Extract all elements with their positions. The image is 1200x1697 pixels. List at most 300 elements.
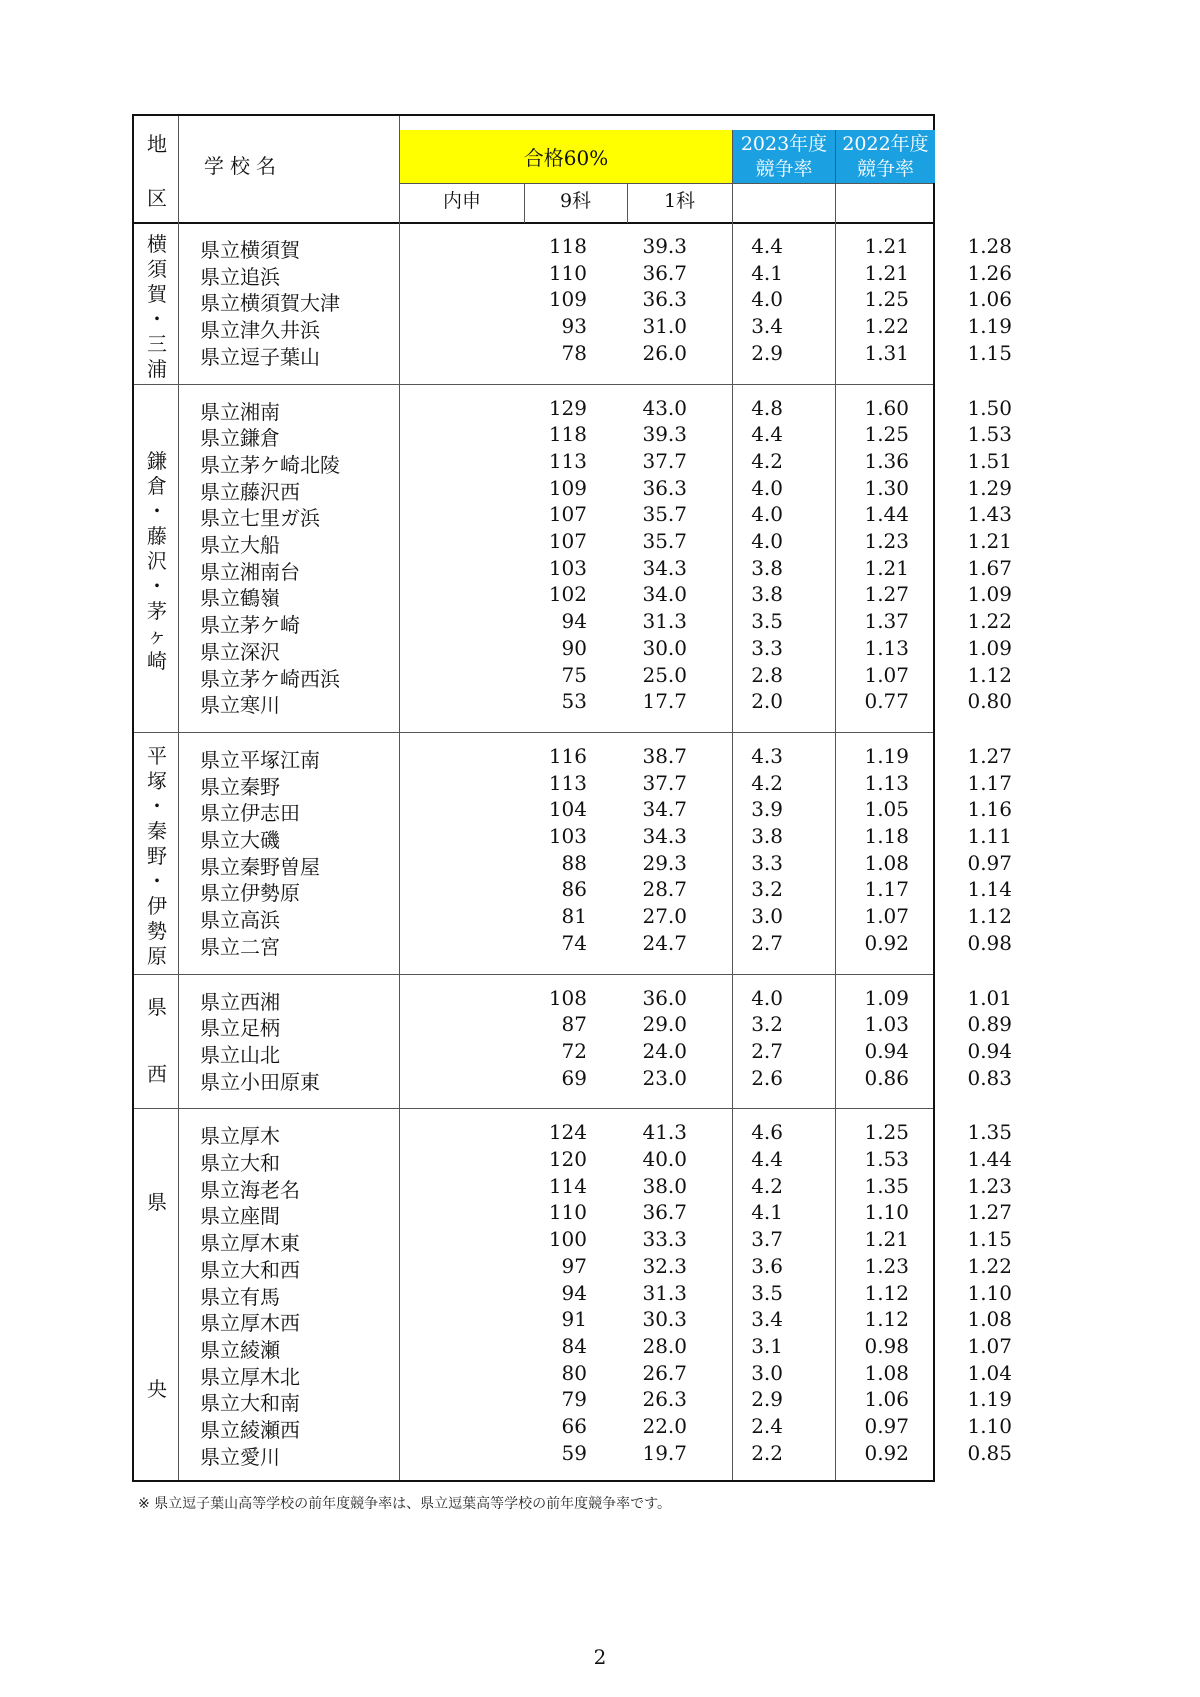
school-name-cell: 県立茅ケ崎西浜: [200, 666, 340, 691]
table-row: [180, 448, 1012, 477]
1ka-cell: 2.2: [751, 1440, 783, 1465]
1ka-cell: 4.0: [751, 529, 783, 553]
rate-2022-cell: 1.10: [967, 1414, 1012, 1438]
school-name-cell: 県立秦野曽屋: [200, 854, 320, 879]
table-row: [180, 689, 1012, 718]
9ka-cell: 29.3: [642, 850, 687, 875]
school-name-cell: 県立横須賀大津: [200, 291, 340, 316]
district-char: ・: [147, 499, 167, 524]
rate-2023-cell: 1.09: [864, 985, 909, 1010]
9ka-cell: 36.7: [642, 1200, 687, 1225]
school-name-cell: 県立厚木東: [200, 1231, 300, 1256]
9ka-cell: 26.7: [642, 1360, 687, 1385]
9ka-cell: 28.7: [642, 877, 687, 902]
col-naishin-header: 内申: [442, 190, 481, 212]
naishin-cell: 93: [561, 314, 587, 339]
table-row: [180, 1012, 1012, 1041]
divider-naishin: [524, 183, 525, 223]
rate-2023-cell: 1.21: [864, 234, 909, 258]
school-name-cell: 県立小田原東: [200, 1069, 320, 1094]
naishin-cell: 79: [561, 1387, 587, 1412]
rate-2022-cell: 1.19: [967, 1387, 1012, 1412]
naishin-cell: 103: [548, 555, 587, 580]
1ka-cell: 4.6: [751, 1120, 783, 1145]
district-char: 三: [147, 331, 167, 356]
pass-rate-band: [400, 130, 732, 183]
1ka-cell: 4.0: [751, 287, 783, 312]
rate-2023-cell: 1.22: [864, 314, 909, 339]
naishin-cell: 107: [548, 502, 587, 527]
1ka-cell: 4.8: [751, 395, 783, 420]
table-row: [180, 287, 1012, 316]
1ka-cell: 3.5: [751, 1280, 783, 1305]
district-char: 塚: [147, 769, 167, 794]
rate-2023-cell: 1.60: [864, 395, 909, 420]
rate-2022-cell: 1.12: [967, 662, 1012, 687]
rate-2023-cell: 0.77: [864, 689, 909, 714]
1ka-cell: 2.9: [751, 340, 783, 365]
naishin-cell: 97: [561, 1253, 587, 1278]
table-row: [180, 1253, 1012, 1282]
1ka-cell: 3.7: [751, 1227, 783, 1252]
1ka-cell: 3.0: [751, 1360, 783, 1385]
rate-2023-cell: 1.18: [864, 824, 909, 848]
rate-2023-cell: 1.10: [864, 1200, 909, 1225]
9ka-cell: 22.0: [642, 1414, 687, 1438]
naishin-cell: 108: [548, 985, 587, 1010]
district-char: 崎: [147, 649, 167, 674]
rate-2023-cell: 1.27: [864, 582, 909, 607]
rate-2022-cell: 1.08: [967, 1307, 1012, 1332]
school-name-cell: 県立大和: [200, 1151, 280, 1175]
rate-2023-cell: 1.12: [864, 1307, 909, 1332]
naishin-cell: 66: [561, 1414, 587, 1438]
header-subline: [400, 183, 933, 184]
naishin-cell: 110: [548, 260, 587, 285]
district-char: 秦: [147, 819, 167, 844]
rate-2023-cell: 0.97: [864, 1414, 909, 1438]
1ka-cell: 4.0: [751, 985, 783, 1010]
1ka-cell: 3.2: [751, 877, 783, 902]
naishin-cell: 81: [561, 904, 587, 929]
table-row: [180, 1227, 1012, 1256]
9ka-cell: 32.3: [642, 1253, 687, 1278]
table-row: [180, 234, 1012, 262]
col-1ka-header: 1科: [663, 190, 696, 212]
9ka-cell: 17.7: [642, 689, 687, 714]
naishin-cell: 69: [561, 1065, 587, 1090]
table-row: [180, 395, 1012, 424]
rate-2023-year: 2023年度: [740, 132, 828, 155]
table-row: [180, 985, 1012, 1014]
rate-2022-cell: 0.94: [967, 1038, 1012, 1063]
1ka-cell: 2.7: [751, 930, 783, 955]
table-row: [180, 1360, 1012, 1389]
naishin-cell: 94: [561, 609, 587, 634]
naishin-cell: 53: [561, 689, 587, 714]
school-name-cell: 県立鎌倉: [200, 426, 280, 451]
district-char: 伊: [147, 894, 167, 919]
rate-2022-cell: 1.22: [967, 1253, 1012, 1278]
school-name-cell: 県立茅ケ崎北陵: [200, 452, 340, 477]
rate-2023-cell: 1.03: [864, 1012, 909, 1037]
9ka-cell: 43.0: [642, 395, 687, 420]
1ka-cell: 4.0: [751, 502, 783, 527]
table-row: [180, 770, 1012, 799]
naishin-cell: 84: [561, 1333, 587, 1358]
school-name-cell: 県立湘南台: [200, 559, 300, 584]
1ka-cell: 3.3: [751, 635, 783, 660]
naishin-cell: 72: [561, 1038, 587, 1063]
9ka-cell: 30.0: [642, 635, 687, 660]
rate-2022-year: 2022年度: [842, 132, 929, 155]
rate-2022-cell: 1.12: [967, 904, 1012, 929]
rate-2022-cell: 0.89: [967, 1012, 1012, 1037]
district-char: 賀: [147, 281, 167, 306]
1ka-cell: 3.5: [751, 609, 783, 634]
naishin-cell: 116: [548, 743, 587, 768]
rate-2023-cell: 1.31: [864, 340, 909, 365]
rate-2023-cell: 1.25: [864, 287, 909, 312]
naishin-cell: 87: [561, 1012, 587, 1037]
school-name-cell: 県立寒川: [200, 693, 280, 718]
table-row: [180, 1173, 1012, 1202]
district-char: ・: [147, 869, 167, 894]
table-row: [180, 340, 1012, 369]
table-row: [180, 1038, 1012, 1067]
district-char: 藤: [147, 524, 167, 549]
page-number: 2: [593, 1645, 607, 1669]
naishin-cell: 129: [548, 395, 587, 420]
table-row: [180, 422, 1012, 451]
rate-2022-cell: 1.35: [967, 1120, 1012, 1145]
naishin-cell: 102: [548, 582, 587, 607]
1ka-cell: 4.3: [751, 743, 783, 768]
school-name-cell: 県立有馬: [200, 1284, 280, 1309]
school-name-cell: 県立綾瀬: [200, 1337, 280, 1362]
9ka-cell: 37.7: [642, 448, 687, 473]
1ka-cell: 3.9: [751, 797, 783, 822]
9ka-cell: 27.0: [642, 904, 687, 929]
rate-2023-cell: 1.23: [864, 1253, 909, 1278]
school-name-cell: 県立平塚江南: [200, 747, 320, 772]
pass-rate-label: 合格60%: [523, 146, 609, 170]
district-char: 央: [147, 1377, 167, 1402]
1ka-cell: 2.9: [751, 1387, 783, 1412]
table-row: [180, 1200, 1012, 1229]
1ka-cell: 4.2: [751, 1173, 783, 1198]
district-label: [134, 1108, 180, 1483]
naishin-cell: 94: [561, 1280, 587, 1305]
district-char: 野: [147, 844, 167, 869]
table-row: [180, 502, 1012, 531]
table-row: [180, 1387, 1012, 1416]
rate-2022-cell: 1.27: [967, 743, 1012, 768]
district-char: 平: [147, 744, 167, 769]
rate-2023-cell: 0.92: [864, 930, 909, 955]
admission-table: [132, 114, 1012, 1482]
rate-2022-cell: 1.19: [967, 314, 1012, 339]
district-char: 茅: [147, 599, 167, 624]
rate-2022-cell: 1.23: [967, 1173, 1012, 1198]
9ka-cell: 30.3: [642, 1307, 687, 1332]
district-char: 鎌: [147, 449, 167, 474]
rate-2022-cell: 1.04: [967, 1360, 1012, 1385]
naishin-cell: 100: [548, 1227, 587, 1252]
school-name-cell: 県立大和南: [200, 1391, 300, 1416]
school-name-cell: 県立愛川: [200, 1444, 280, 1469]
rate-2022-cell: 1.21: [967, 529, 1012, 553]
table-row: [180, 930, 1012, 959]
9ka-cell: 36.0: [642, 985, 687, 1010]
table-row: [180, 1120, 1012, 1149]
school-name-cell: 県立海老名: [200, 1177, 300, 1202]
table-row: [180, 1280, 1012, 1309]
rate-2022-cell: 1.26: [967, 260, 1012, 285]
school-name-cell: 県立伊志田: [200, 801, 300, 826]
table-row: [180, 635, 1012, 664]
1ka-cell: 4.2: [751, 448, 783, 473]
school-name-cell: 県立横須賀: [200, 238, 300, 262]
9ka-cell: 24.0: [642, 1038, 687, 1063]
1ka-cell: 4.4: [751, 234, 783, 258]
table-row: [180, 877, 1012, 906]
rate-2023-cell: 0.86: [864, 1065, 909, 1090]
table-row: [180, 824, 1012, 852]
naishin-cell: 107: [548, 529, 587, 553]
rate-2022-cell: 0.85: [967, 1440, 1012, 1465]
1ka-cell: 3.1: [751, 1333, 783, 1358]
rate-2023-cell: 1.21: [864, 260, 909, 285]
9ka-cell: 35.7: [642, 529, 687, 553]
naishin-cell: 90: [561, 635, 587, 660]
group-divider: [134, 732, 933, 733]
rate-2022-cell: 1.22: [967, 609, 1012, 634]
district-label: [134, 222, 180, 388]
naishin-cell: 114: [548, 1173, 587, 1198]
footnote: ※ 県立逗子葉山高等学校の前年度競争率は、県立逗葉高等学校の前年度競争率です。: [138, 1496, 672, 1512]
school-name-cell: 県立大和西: [200, 1257, 300, 1282]
table-row: [180, 1440, 1012, 1469]
school-name-cell: 県立追浜: [200, 264, 280, 289]
header-district-bottom: 区: [147, 186, 167, 210]
table-row: [180, 1307, 1012, 1336]
table-row: [180, 582, 1012, 611]
school-name-cell: 県立厚木: [200, 1124, 280, 1149]
header-school-name: 学校名: [204, 154, 282, 178]
naishin-cell: 74: [561, 930, 587, 955]
rate-2022-cell: 0.80: [967, 689, 1012, 714]
table-row: [180, 797, 1012, 826]
school-name-cell: 県立足柄: [200, 1016, 280, 1041]
1ka-cell: 3.2: [751, 1012, 783, 1037]
table-row: [180, 555, 1012, 584]
table-row: [180, 1333, 1012, 1362]
rate-2023-cell: 1.44: [864, 502, 909, 527]
rate-2023-cell: 1.53: [864, 1147, 909, 1171]
naishin-cell: 109: [548, 287, 587, 312]
rate-2023-cell: 1.07: [864, 662, 909, 687]
rate-2023-cell: 1.08: [864, 1360, 909, 1385]
rate-2022-cell: 1.09: [967, 635, 1012, 660]
rate-2023-cell: 1.17: [864, 877, 909, 902]
district-label: [134, 384, 180, 736]
rate-2022-cell: 1.14: [967, 877, 1012, 902]
1ka-cell: 4.1: [751, 1200, 783, 1225]
rate-2022-header: [836, 130, 935, 183]
1ka-cell: 2.6: [751, 1065, 783, 1090]
rate-2022-cell: 1.09: [967, 582, 1012, 607]
9ka-cell: 38.0: [642, 1173, 687, 1198]
district-char: 西: [147, 1062, 167, 1087]
table-row: [180, 1065, 1012, 1094]
school-name-cell: 県立山北: [200, 1042, 280, 1067]
9ka-cell: 36.3: [642, 287, 687, 312]
rate-2023-cell: 1.37: [864, 609, 909, 634]
rate-2023-cell: 0.94: [864, 1038, 909, 1063]
naishin-cell: 86: [561, 877, 587, 902]
9ka-cell: 31.3: [642, 609, 687, 634]
9ka-cell: 26.3: [642, 1387, 687, 1412]
school-name-cell: 県立藤沢西: [200, 479, 300, 504]
rate-2022-cell: 1.51: [967, 448, 1012, 473]
district-char: 勢: [147, 919, 167, 944]
rate-2023-cell: 0.98: [864, 1333, 909, 1358]
9ka-cell: 34.0: [642, 582, 687, 607]
district-char: 県: [147, 1189, 167, 1214]
rate-2023-cell: 1.19: [864, 743, 909, 768]
rate-2022-cell: 0.97: [967, 850, 1012, 875]
9ka-cell: 31.0: [642, 314, 687, 339]
9ka-cell: 38.7: [642, 743, 687, 768]
1ka-cell: 4.2: [751, 770, 783, 795]
naishin-cell: 88: [561, 850, 587, 875]
district-char: 原: [147, 944, 167, 969]
header-district-top: 地: [147, 132, 167, 156]
table-row: [180, 662, 1012, 691]
9ka-cell: 33.3: [642, 1227, 687, 1252]
school-name-cell: 県立高浜: [200, 908, 280, 933]
school-name-cell: 県立深沢: [200, 639, 280, 664]
school-name-cell: 県立七里ガ浜: [200, 506, 320, 531]
rate-2023-cell: 1.36: [864, 448, 909, 473]
9ka-cell: 35.7: [642, 502, 687, 527]
9ka-cell: 34.3: [642, 555, 687, 580]
1ka-cell: 2.4: [751, 1414, 783, 1438]
1ka-cell: 3.0: [751, 904, 783, 929]
district-char: 須: [147, 256, 167, 281]
rate-2023-cell: 1.07: [864, 904, 909, 929]
rate-2022-cell: 1.43: [967, 502, 1012, 527]
1ka-cell: 2.7: [751, 1038, 783, 1063]
rate-2022-cell: 1.17: [967, 770, 1012, 795]
school-name-cell: 県立津久井浜: [200, 318, 320, 343]
naishin-cell: 113: [548, 448, 587, 473]
table-row: [180, 850, 1012, 879]
school-name-cell: 県立茅ケ崎: [200, 613, 300, 638]
naishin-cell: 109: [548, 475, 587, 500]
1ka-cell: 3.8: [751, 582, 783, 607]
rate-2022-cell: 1.06: [967, 287, 1012, 312]
school-name-cell: 県立綾瀬西: [200, 1418, 300, 1442]
rate-2022-cell: 1.50: [967, 395, 1012, 420]
rate-2022-label: 競争率: [856, 157, 914, 180]
rate-2022-cell: 1.29: [967, 475, 1012, 500]
rate-2022-cell: 1.01: [967, 985, 1012, 1010]
table-row: [180, 1414, 1012, 1442]
rate-2023-cell: 1.13: [864, 770, 909, 795]
9ka-cell: 31.3: [642, 1280, 687, 1305]
rate-2022-cell: 1.16: [967, 797, 1012, 822]
rate-2023-cell: 1.12: [864, 1280, 909, 1305]
rate-2022-cell: 0.98: [967, 930, 1012, 955]
group-divider: [134, 974, 933, 975]
rate-2023-cell: 1.05: [864, 797, 909, 822]
divider-1ka: [732, 130, 733, 223]
table-row: [180, 260, 1012, 289]
district-char: 横: [147, 231, 167, 256]
9ka-cell: 24.7: [642, 930, 687, 955]
group-divider: [134, 384, 933, 385]
rate-2022-cell: 1.27: [967, 1200, 1012, 1225]
1ka-cell: 4.4: [751, 422, 783, 447]
school-name-cell: 県立伊勢原: [200, 881, 300, 906]
table-row: [180, 529, 1012, 557]
rate-2022-cell: 1.11: [967, 824, 1012, 848]
1ka-cell: 3.4: [751, 1307, 783, 1332]
table-row: [180, 904, 1012, 933]
school-name-cell: 県立大船: [200, 533, 280, 557]
naishin-cell: 118: [548, 234, 587, 258]
naishin-cell: 80: [561, 1360, 587, 1385]
rate-2022-cell: 1.07: [967, 1333, 1012, 1358]
9ka-cell: 23.0: [642, 1065, 687, 1090]
school-name-cell: 県立湘南: [200, 399, 280, 424]
9ka-cell: 36.7: [642, 260, 687, 285]
district-char: ヶ: [147, 624, 167, 649]
9ka-cell: 34.3: [642, 824, 687, 848]
1ka-cell: 2.8: [751, 662, 783, 687]
1ka-cell: 4.1: [751, 260, 783, 285]
col-9ka-header: 9科: [559, 190, 592, 212]
group-divider: [134, 1108, 933, 1109]
rate-2023-cell: 1.08: [864, 850, 909, 875]
1ka-cell: 3.3: [751, 850, 783, 875]
9ka-cell: 34.7: [642, 797, 687, 822]
rate-2023-cell: 1.23: [864, 529, 909, 553]
table-row: [180, 314, 1012, 343]
rate-2022-cell: 0.83: [967, 1065, 1012, 1090]
rate-2023-cell: 1.06: [864, 1387, 909, 1412]
naishin-cell: 104: [548, 797, 587, 822]
rate-2022-cell: 1.10: [967, 1280, 1012, 1305]
rate-2023-cell: 1.25: [864, 422, 909, 447]
naishin-cell: 110: [548, 1200, 587, 1225]
1ka-cell: 3.8: [751, 824, 783, 848]
divider-9ka: [627, 183, 628, 223]
rate-2023-cell: 1.13: [864, 635, 909, 660]
naishin-cell: 124: [548, 1120, 587, 1145]
table-row: [180, 609, 1012, 638]
rate-2022-cell: 1.15: [967, 1227, 1012, 1252]
rate-2022-cell: 1.28: [967, 234, 1012, 258]
rate-2023-label: 競争率: [755, 157, 813, 180]
rate-2023-cell: 1.25: [864, 1120, 909, 1145]
9ka-cell: 39.3: [642, 422, 687, 447]
school-name-cell: 県立大磯: [200, 828, 280, 852]
table-row: [180, 1147, 1012, 1175]
rate-2023-cell: 1.21: [864, 555, 909, 580]
